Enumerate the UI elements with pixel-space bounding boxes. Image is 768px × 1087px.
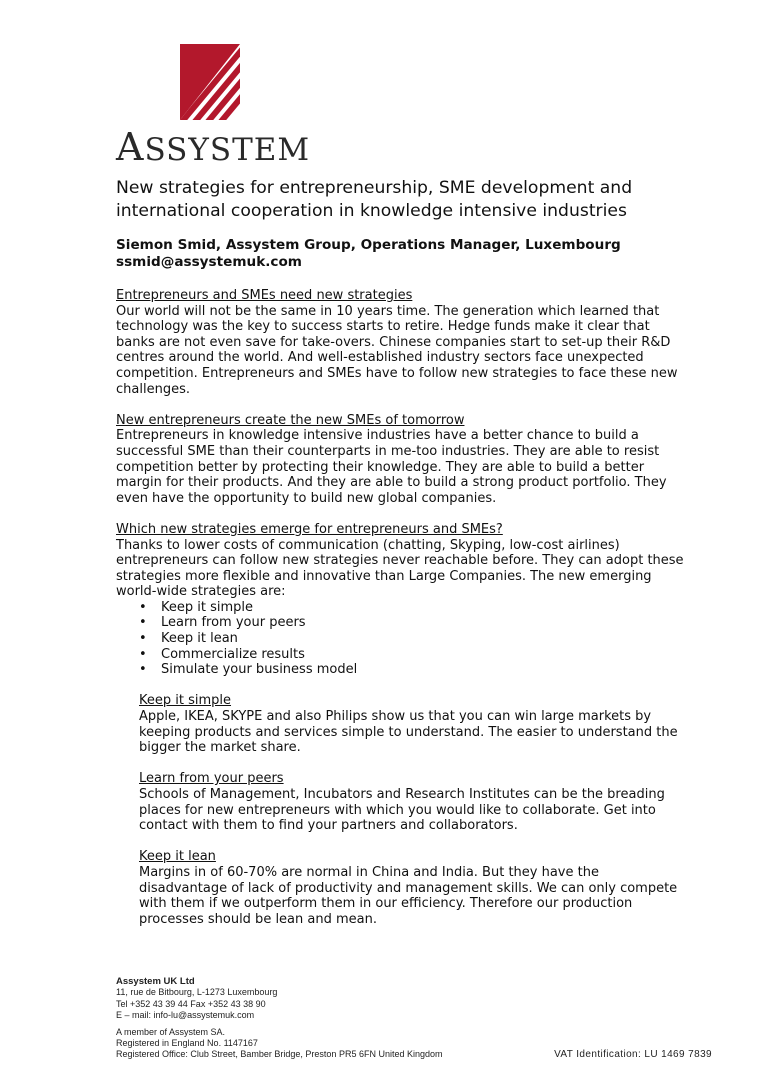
subsection-keep-it-lean	[139, 849, 686, 927]
subsection-keep-it-simple	[139, 693, 686, 755]
strategy-list	[116, 600, 686, 678]
section-heading: New entrepreneurs create the new SMEs of tomorrow	[116, 412, 465, 428]
list-item: • Keep it simple	[139, 600, 686, 616]
list-item: • Learn from your peers	[139, 615, 686, 631]
subsection-text: Margins in of 60-70% are normal in China and India. But they have the disadvantage of lack of productivity and management skills. We can only compete with them if we outperform them in our efficiency. Therefore our production processes should be lean and mean.	[139, 864, 678, 927]
logo-wordmark-a: A	[116, 125, 145, 169]
author-email: ssmid@assystemuk.com	[116, 254, 302, 270]
footer-registered: Registered in England No. 1147167	[116, 1038, 258, 1049]
logo-wordmark-rest: SSYSTEM	[144, 132, 311, 168]
section-text: Thanks to lower costs of communication (chatting, Skyping, low-cost airlines) entrepreneurs can follow new strategies never reachable before. They can adopt these strategies more flexible and innovative than Large Companies. The new emerging world-wide strategies are:	[116, 537, 684, 600]
section-heading: Which new strategies emerge for entrepreneurs and SMEs?	[116, 521, 503, 537]
footer-member: A member of Assystem SA.	[116, 1026, 226, 1037]
footer-phone: Tel +352 43 39 44 Fax +352 43 38 90	[116, 998, 266, 1009]
subsection-heading: Keep it lean	[139, 849, 216, 865]
author-line: Siemon Smid, Assystem Group, Operations Manager, Luxembourg	[116, 237, 621, 253]
letterhead-footer	[116, 976, 712, 1061]
logo-wordmark	[116, 125, 311, 169]
subsection-heading: Keep it simple	[139, 693, 232, 709]
section-text: Our world will not be the same in 10 years time. The generation which learned that technology was the key to success starts to retire. Hedge funds make it clear that banks are not even save for take-overs. Chinese companies start to set-up their R&D centres around the world. And well-established industry sectors face unexpected competition. Entrepreneurs and SMEs have to follow new strategies to face these new challenges.	[116, 303, 678, 397]
section-new-strategies	[116, 288, 686, 397]
author-block	[116, 237, 756, 271]
document-title: New strategies for entrepreneurship, SME development and international cooperation in knowledge intensive industries	[116, 178, 633, 221]
footer-company: Assystem UK Ltd	[116, 976, 195, 987]
article-body	[116, 288, 686, 927]
footer-address: 11, rue de Bitbourg, L-1273 Luxembourg	[116, 987, 278, 998]
list-item: • Simulate your business model	[139, 662, 686, 678]
subsection-text: Apple, IKEA, SKYPE and also Philips show us that you can win large markets by keeping products and services simple to understand. The easier to understand the bigger the market share.	[139, 709, 678, 756]
subsection-text: Schools of Management, Incubators and Research Institutes can be the breading places for new entrepreneurs with which you would like to collaborate. Get into contact with them to find your partners and collaborators.	[139, 787, 665, 834]
subsection-heading: Learn from your peers	[139, 771, 284, 787]
subsection-learn-from-peers	[139, 771, 686, 833]
footer-vat: VAT Identification: LU 1469 7839	[554, 1049, 712, 1061]
list-item: • Commercialize results	[139, 647, 686, 663]
section-new-entrepreneurs	[116, 413, 686, 507]
assystem-logo-mark	[180, 44, 240, 120]
section-text: Entrepreneurs in knowledge intensive industries have a better chance to build a successful SME than their counterparts in me-too industries. They are able to resist competition better by protecting their knowledge. They are able to build a better margin for their products. And they are able to build a strong product portfolio. They even have the opportunity to build new global companies.	[116, 428, 667, 506]
list-item: • Keep it lean	[139, 631, 686, 647]
footer-office: Registered Office: Club Street, Bamber Bridge, Preston PR5 6FN United Kingdom	[116, 1049, 443, 1060]
section-which-strategies	[116, 522, 686, 600]
section-heading: Entrepreneurs and SMEs need new strategies	[116, 288, 413, 303]
footer-email: E – mail: info-lu@assystemuk.com	[116, 1010, 255, 1021]
